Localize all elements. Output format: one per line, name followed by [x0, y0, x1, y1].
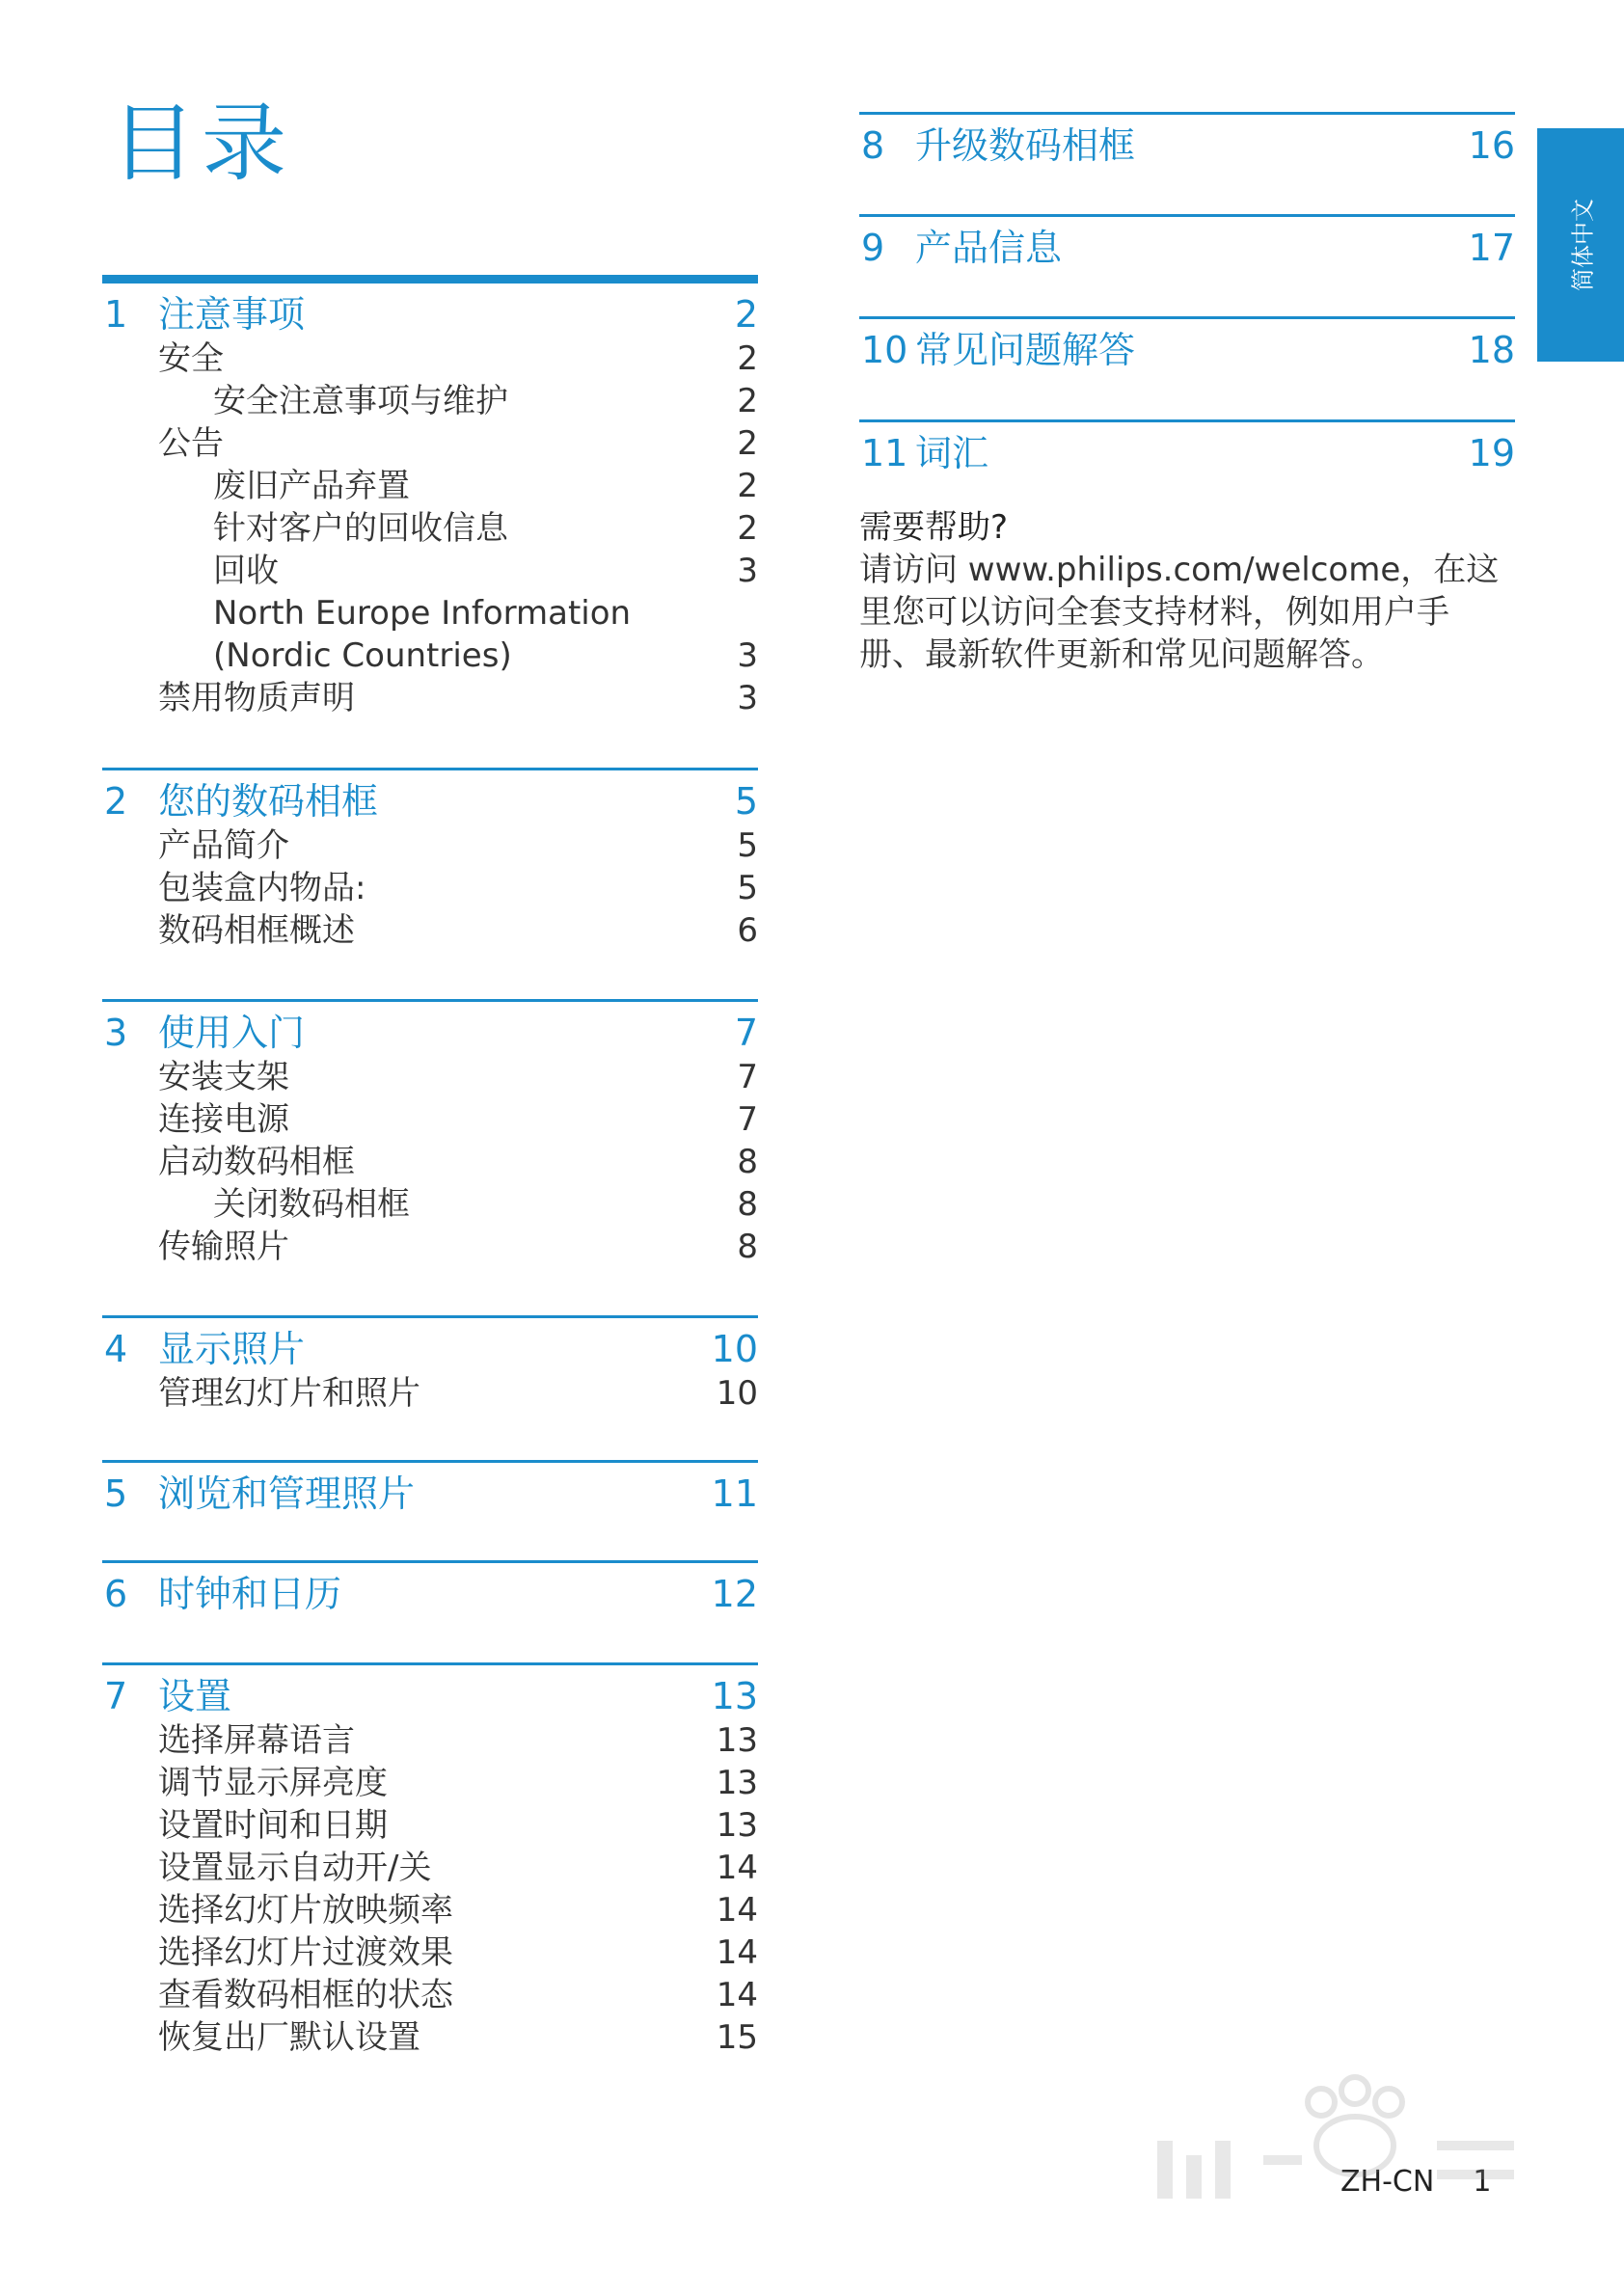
toc-entry[interactable] [102, 1183, 758, 1226]
entry-page-number: 2 [737, 509, 758, 548]
help-text-line: 册、最新软件更新和常见问题解答。 [859, 635, 1384, 674]
entry-page-number: 3 [737, 552, 758, 590]
chapter-number: 4 [104, 1328, 128, 1370]
entry-page-number: 14 [716, 1933, 758, 1972]
entry-page-number: 2 [737, 382, 758, 420]
toc-entry[interactable] [102, 1804, 758, 1847]
toc-entry[interactable] [102, 1974, 758, 2016]
toc-entry[interactable] [102, 507, 758, 550]
entry-page-number: 14 [716, 1849, 758, 1887]
toc-entry[interactable] [102, 1719, 758, 1762]
toc-entry[interactable] [102, 422, 758, 465]
chapter-number: 10 [861, 329, 908, 371]
toc-entry[interactable] [102, 380, 758, 422]
toc-entry[interactable] [102, 909, 758, 952]
entry-page-number: 14 [716, 1976, 758, 2014]
language-tab[interactable] [1537, 128, 1624, 362]
toc-entry[interactable] [102, 1889, 758, 1931]
chapter-title: 显示照片 [158, 1328, 306, 1370]
toc-chapter-entry[interactable] [102, 1471, 758, 1517]
entry-label: 管理幻灯片和照片 [158, 1374, 420, 1413]
entry-label: 数码相框概述 [158, 911, 355, 950]
toc-section [102, 1560, 758, 1617]
chapter-page-number: 13 [711, 1675, 758, 1717]
toc-chapter-entry[interactable] [859, 430, 1515, 476]
chapter-title: 常见问题解答 [915, 329, 1136, 371]
toc-chapter-entry[interactable] [102, 1326, 758, 1372]
entry-page-number: 7 [737, 1100, 758, 1139]
entry-label: 选择屏幕语言 [158, 1721, 355, 1760]
toc-section [102, 1315, 758, 1415]
toc-section [102, 999, 758, 1268]
entry-label: 选择幻灯片放映频率 [158, 1891, 453, 1930]
chapter-page-number: 16 [1468, 124, 1515, 167]
toc-section [859, 316, 1515, 373]
entry-label: 安全 [158, 339, 224, 378]
chapter-title: 设置 [158, 1675, 232, 1717]
chapter-number: 5 [104, 1472, 128, 1515]
entry-page-number: 2 [737, 424, 758, 463]
chapter-page-number: 19 [1468, 432, 1515, 474]
entry-label: 安装支架 [158, 1058, 289, 1096]
entry-page-number: 13 [716, 1806, 758, 1845]
toc-entry[interactable] [102, 1931, 758, 1974]
toc-chapter-entry[interactable] [102, 1571, 758, 1617]
entry-page-number: 6 [737, 911, 758, 950]
entry-page-number: 15 [716, 2018, 758, 2057]
toc-chapter-entry[interactable] [102, 778, 758, 824]
toc-entry[interactable] [102, 867, 758, 909]
entry-label: 恢复出厂默认设置 [158, 2018, 420, 2057]
toc-section [102, 275, 758, 719]
toc-chapter-entry[interactable] [859, 122, 1515, 169]
entry-label: 设置时间和日期 [158, 1806, 388, 1845]
page-title: 目录 [111, 94, 293, 193]
entry-label: 废旧产品弃置 [213, 467, 410, 505]
toc-entry[interactable] [102, 1098, 758, 1141]
chapter-title: 浏览和管理照片 [158, 1472, 416, 1515]
entry-label: 查看数码相框的状态 [158, 1976, 453, 2014]
chapter-number: 9 [861, 227, 885, 269]
toc-entry[interactable] [102, 1847, 758, 1889]
footer-lang-code: ZH-CN [1340, 2165, 1435, 2199]
toc-section [859, 214, 1515, 271]
entry-label: 设置显示自动开/关 [158, 1849, 432, 1887]
entry-label: 产品简介 [158, 826, 289, 865]
toc-chapter-entry[interactable] [102, 1673, 758, 1719]
entry-label: 调节显示屏亮度 [158, 1764, 388, 1802]
chapter-title: 升级数码相框 [915, 124, 1136, 167]
chapter-number: 8 [861, 124, 885, 167]
chapter-title: 时钟和日历 [158, 1573, 342, 1615]
entry-page-number: 3 [737, 679, 758, 717]
chapter-number: 7 [104, 1675, 128, 1717]
chapter-page-number: 18 [1468, 329, 1515, 371]
help-text-line: 里您可以访问全套支持材料，例如用户手 [859, 593, 1449, 632]
entry-page-number: 2 [737, 339, 758, 378]
toc-section [102, 1662, 758, 2059]
entry-page-number: 8 [737, 1185, 758, 1224]
toc-entry[interactable] [102, 1056, 758, 1098]
toc-entry[interactable] [102, 465, 758, 507]
entry-page-number: 5 [737, 826, 758, 865]
entry-label: (Nordic Countries) [213, 636, 512, 675]
chapter-title: 注意事项 [158, 293, 306, 336]
chapter-title: 您的数码相框 [158, 780, 379, 823]
entry-page-number: 3 [737, 636, 758, 675]
chapter-page-number: 5 [734, 780, 758, 823]
help-text-line: 请访问 www.philips.com/welcome，在这 [859, 551, 1500, 589]
toc-entry[interactable] [102, 338, 758, 380]
chapter-page-number: 11 [711, 1472, 758, 1515]
chapter-page-number: 2 [734, 293, 758, 336]
entry-page-number: 7 [737, 1058, 758, 1096]
toc-entry[interactable] [102, 592, 758, 635]
entry-page-number: 2 [737, 467, 758, 505]
entry-page-number: 14 [716, 1891, 758, 1930]
toc-entry[interactable] [102, 550, 758, 592]
entry-page-number: 8 [737, 1228, 758, 1266]
toc-entry[interactable] [102, 2016, 758, 2059]
entry-label: North Europe Information [213, 594, 632, 633]
toc-entry[interactable] [102, 1372, 758, 1415]
toc-section [102, 768, 758, 952]
entry-label: 选择幻灯片过渡效果 [158, 1933, 453, 1972]
entry-label: 禁用物质声明 [158, 679, 355, 717]
entry-label: 传输照片 [158, 1228, 289, 1266]
entry-label: 关闭数码相框 [213, 1185, 410, 1224]
chapter-page-number: 7 [734, 1012, 758, 1054]
entry-label: 针对客户的回收信息 [213, 509, 508, 548]
baidu-watermark-logo [1148, 2064, 1533, 2228]
toc-section [859, 419, 1515, 476]
chapter-number: 2 [104, 780, 128, 823]
toc-entry[interactable] [102, 635, 758, 677]
entry-page-number: 8 [737, 1143, 758, 1181]
chapter-title: 使用入门 [158, 1012, 306, 1054]
entry-label: 包装盒内物品: [158, 869, 366, 907]
toc-entry[interactable] [102, 1226, 758, 1268]
entry-label: 公告 [158, 424, 224, 463]
entry-page-number: 13 [716, 1764, 758, 1802]
toc-chapter-entry[interactable] [859, 225, 1515, 271]
toc-entry[interactable] [102, 824, 758, 867]
entry-label: 连接电源 [158, 1100, 289, 1139]
language-tab-label: 简体中文 [1569, 199, 1597, 291]
chapter-title: 产品信息 [915, 227, 1063, 269]
chapter-number: 6 [104, 1573, 128, 1615]
entry-page-number: 13 [716, 1721, 758, 1760]
toc-section [859, 112, 1515, 169]
entry-page-number: 10 [716, 1374, 758, 1413]
entry-label: 安全注意事项与维护 [213, 382, 508, 420]
footer-page-number: 1 [1473, 2165, 1492, 2199]
toc-chapter-entry[interactable] [102, 291, 758, 338]
entry-label: 回收 [213, 552, 279, 590]
toc-chapter-entry[interactable] [859, 327, 1515, 373]
chapter-number: 1 [104, 293, 128, 336]
chapter-page-number: 12 [711, 1573, 758, 1615]
chapter-number: 11 [861, 432, 908, 474]
toc-chapter-entry[interactable] [102, 1010, 758, 1056]
entry-page-number: 5 [737, 869, 758, 907]
chapter-page-number: 10 [711, 1328, 758, 1370]
chapter-number: 3 [104, 1012, 128, 1054]
help-box [859, 506, 1515, 676]
toc-section [102, 1460, 758, 1517]
toc-entry[interactable] [102, 1141, 758, 1183]
toc-entry[interactable] [102, 677, 758, 719]
entry-label: 启动数码相框 [158, 1143, 355, 1181]
help-title: 需要帮助? [859, 508, 1009, 547]
toc-entry[interactable] [102, 1762, 758, 1804]
chapter-title: 词汇 [915, 432, 989, 474]
chapter-page-number: 17 [1468, 227, 1515, 269]
